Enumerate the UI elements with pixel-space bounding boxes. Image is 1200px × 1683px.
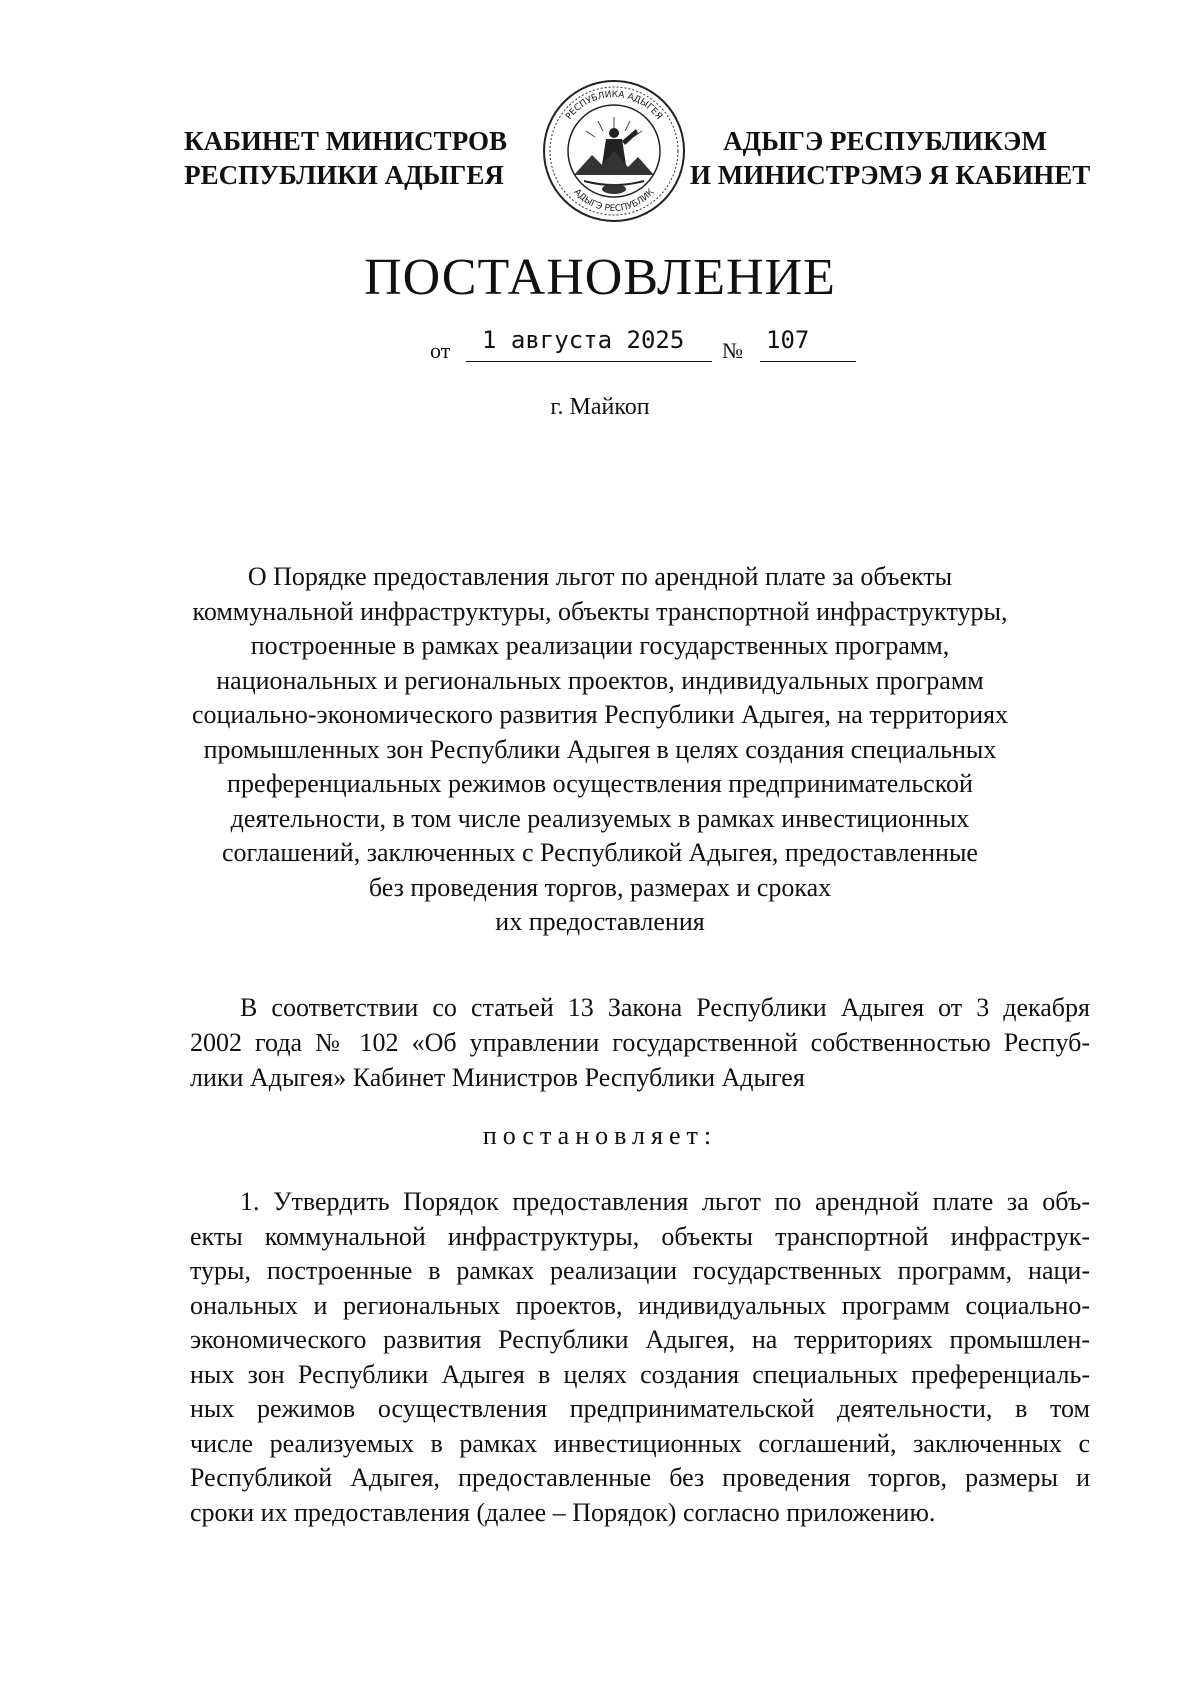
paragraph-line: Республикой Адыгея, предоставленные без проведения торгов, размеры и (190, 1463, 1090, 1492)
document-date: 1 августа 2025 (466, 326, 712, 362)
emblem-text-bottom: АДЫГЭ РЕСПУБЛИК (571, 187, 657, 215)
coat-of-arms-icon (540, 77, 688, 225)
subject-line: социально-экономического развития Республики Адыгея, на территориях (191, 700, 1009, 729)
paragraph-line: числе реализуемых в рамках инвестиционных соглашений, заключенных с (190, 1428, 1090, 1458)
subject-line: национальных и региональных проектов, индивидуальных программ (216, 665, 984, 695)
paragraph-line: экономического развития Республики Адыгея, на территориях промышлен- (190, 1325, 1090, 1354)
issuer-adyghe-line-1: АДЫГЭ РЕСПУБЛИКЭМ (723, 126, 1047, 156)
subject-line: коммунальной инфраструктуры, объекты транспортной инфраструктуры, (192, 596, 1008, 626)
emblem-text-top: РЕСПУБЛИКА АДЫГЕЯ (564, 89, 664, 122)
decree-word: постановляет: (482, 1121, 718, 1150)
preamble-line: В соответствии со статьей 13 Закона Республики Адыгея от 3 декабря (240, 993, 1090, 1022)
preamble-line: лики Адыгея» Кабинет Министров Республики Адыгея (190, 1063, 805, 1092)
document-type-title: ПОСТАНОВЛЕНИЕ (364, 249, 836, 306)
subject-line: построенные в рамках реализации государственных программ, (250, 631, 950, 660)
issuer-adyghe-line-2: И МИНИСТРЭМЭ Я КАБИНЕТ (690, 160, 1091, 190)
issuer-name-russian (184, 124, 508, 192)
issue-city: г. Майкоп (550, 394, 650, 420)
subject-line: деятельности, в том числе реализуемых в рамках инвестиционных (230, 803, 970, 833)
date-number-line (430, 326, 850, 366)
paragraph-line: ных режимов осуществления предпринимательской деятельности, в том (190, 1394, 1090, 1423)
document-number: 107 (760, 326, 856, 362)
paragraph-line: ональных и региональных проектов, индивидуальных программ социально- (190, 1290, 1090, 1320)
paragraph-line: екты коммунальной инфраструктуры, объекты транспортной инфраструк- (190, 1221, 1090, 1251)
subject-line: промышленных зон Республики Адыгея в целях создания специальных (203, 734, 997, 764)
issuer-line-1: КАБИНЕТ МИНИСТРОВ (184, 126, 508, 156)
paragraph-line: ных зон Республики Адыгея в целях создания специальных преференциаль- (190, 1359, 1090, 1389)
date-prefix: от (430, 338, 451, 363)
preamble-line: 2002 года № 102 «Об управлении государственной собственностью Респуб- (190, 1028, 1090, 1057)
paragraph-line: туры, построенные в рамках реализации государственных программ, наци- (190, 1256, 1090, 1285)
issuer-line-2: РЕСПУБЛИКИ АДЫГЕЯ (184, 160, 504, 190)
paragraph-1 (190, 1185, 1090, 1530)
document-subject (150, 560, 1050, 940)
preamble-paragraph (190, 990, 1090, 1095)
paragraph-line: сроки их предоставления (далее – Порядок) согласно приложению. (190, 1497, 936, 1527)
subject-line: О Порядке предоставления льгот по арендной плате за объекты (247, 562, 953, 591)
subject-line: преференциальных режимов осуществления предпринимательской (227, 769, 973, 798)
subject-line: их предоставления (495, 907, 705, 936)
issuer-name-adyghe (690, 124, 1091, 192)
subject-line: без проведения торгов, размерах и сроках (368, 872, 832, 902)
subject-line: соглашений, заключенных с Республикой Адыгея, предоставленные (222, 838, 978, 867)
paragraph-line: 1. Утвердить Порядок предоставления льгот по арендной плате за объ- (240, 1187, 1090, 1216)
number-prefix: № (722, 338, 743, 363)
